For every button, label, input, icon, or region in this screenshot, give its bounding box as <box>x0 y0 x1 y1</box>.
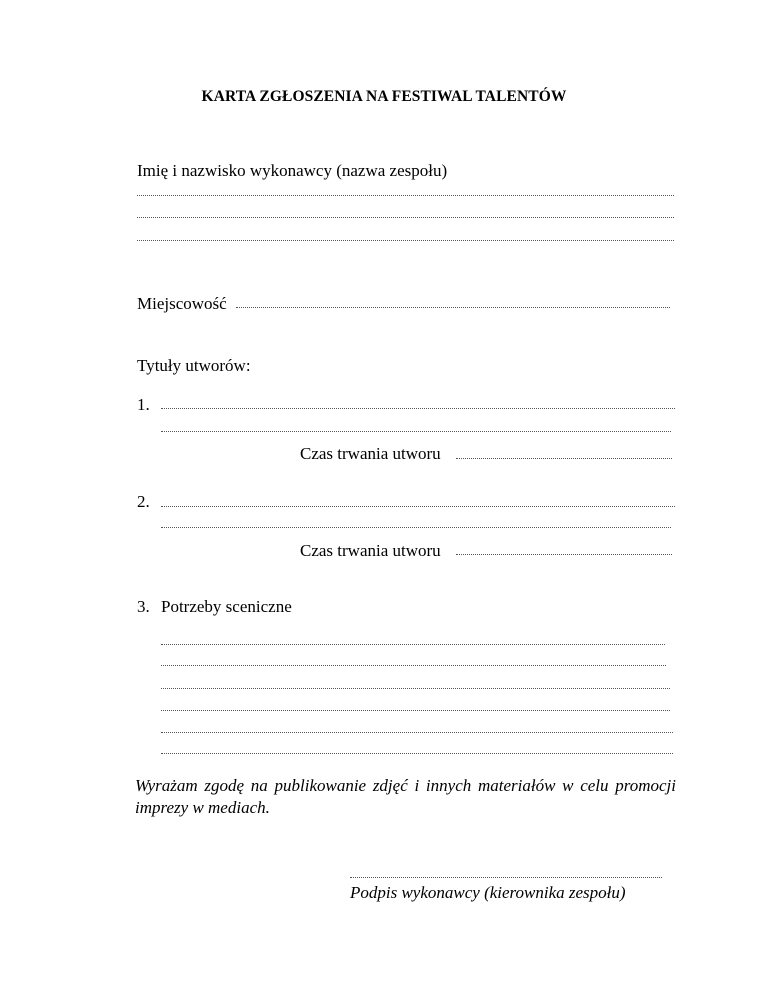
stage-needs-line-1[interactable] <box>161 644 665 645</box>
stage-needs-line-2[interactable] <box>161 665 666 666</box>
stage-needs-line-5[interactable] <box>161 732 673 733</box>
song-1-duration-label: Czas trwania utworu <box>300 444 441 463</box>
song-1-number: 1. <box>137 395 150 414</box>
song-2-duration-line[interactable] <box>456 554 672 555</box>
stage-needs-label: Potrzeby sceniczne <box>161 597 292 616</box>
song-2-line-1[interactable] <box>161 506 675 507</box>
song-1-line-1[interactable] <box>161 408 675 409</box>
song-2-line-2[interactable] <box>161 527 671 528</box>
stage-needs-line-6[interactable] <box>161 753 673 754</box>
performer-line-3[interactable] <box>137 240 674 241</box>
city-line[interactable] <box>236 307 670 308</box>
form-title: KARTA ZGŁOSZENIA NA FESTIWAL TALENTÓW <box>201 88 567 105</box>
titles-label: Tytuły utworów: <box>137 356 251 375</box>
performer-line-2[interactable] <box>137 217 674 218</box>
consent-statement: Wyrażam zgodę na publikowanie zdjęć i innych materiałów w celu promocji imprezy w mediach. <box>135 776 676 817</box>
stage-needs-line-3[interactable] <box>161 688 670 689</box>
signature-line[interactable] <box>350 877 662 878</box>
song-2-number: 2. <box>137 492 150 511</box>
song-1-line-2[interactable] <box>161 431 671 432</box>
song-2-duration-label: Czas trwania utworu <box>300 541 441 560</box>
performer-label: Imię i nazwisko wykonawcy (nazwa zespołu) <box>137 161 448 180</box>
performer-line-1[interactable] <box>137 195 674 196</box>
city-label: Miejscowość <box>137 294 227 313</box>
stage-needs-number: 3. <box>137 597 150 616</box>
song-1-duration-line[interactable] <box>456 458 672 459</box>
stage-needs-line-4[interactable] <box>161 710 670 711</box>
signature-label: Podpis wykonawcy (kierownika zespołu) <box>350 883 626 902</box>
